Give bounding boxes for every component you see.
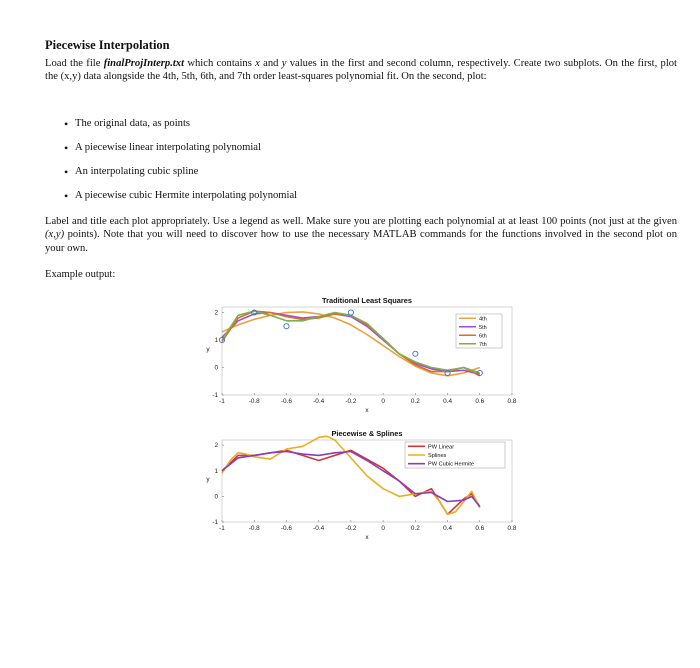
legend-label: 7th bbox=[479, 341, 487, 348]
x-tick-label: 0.8 bbox=[507, 525, 517, 532]
chart-title: Piecewise & Splines bbox=[331, 429, 403, 438]
x-tick-label: 0.2 bbox=[410, 398, 420, 405]
para2-text-2: points). Note that you will need to discover how to use the necessary MATLAB commands for the functions involved in the second plot on your own. bbox=[45, 229, 677, 254]
x-tick-label: -1 bbox=[219, 398, 225, 405]
x-tick-label: 0.4 bbox=[443, 525, 453, 532]
legend-label: 6th bbox=[479, 333, 487, 340]
y-tick-label: 0 bbox=[214, 364, 218, 372]
x-axis-label: x bbox=[365, 407, 369, 414]
y-axis-label: y bbox=[206, 346, 210, 353]
chart-2 bbox=[206, 429, 516, 541]
list-item: • A piecewise linear interpolating polynomial bbox=[64, 141, 297, 165]
var-x: x bbox=[255, 58, 260, 69]
var-y: y bbox=[281, 58, 287, 69]
file-name: finalProjInterp.txt bbox=[103, 58, 185, 69]
x-tick-label: -0.4 bbox=[313, 398, 325, 405]
legend-label: 4th bbox=[479, 316, 487, 323]
x-tick-label: -0.4 bbox=[313, 525, 325, 532]
list-item: • A piecewise cubic Hermite interpolating polynomial bbox=[64, 189, 297, 213]
para1-text-2: which contains bbox=[184, 58, 256, 69]
x-tick-label: -0.2 bbox=[345, 398, 357, 405]
x-tick-label: 0 bbox=[381, 525, 385, 532]
var-xy: (x,y) bbox=[45, 229, 65, 241]
legend bbox=[456, 314, 502, 348]
x-tick-label: 0.2 bbox=[410, 525, 420, 532]
x-tick-label: 0.8 bbox=[507, 398, 517, 405]
x-tick-label: -0.8 bbox=[248, 398, 260, 405]
x-tick-label: 0.6 bbox=[475, 525, 485, 532]
example-output-label: Example output: bbox=[45, 269, 116, 280]
y-tick-label: 1 bbox=[214, 467, 218, 475]
legend-label: PW Linear bbox=[428, 444, 455, 451]
para1-text-1: Load the file bbox=[45, 58, 104, 69]
x-tick-label: -0.6 bbox=[280, 398, 292, 405]
x-tick-label: 0.6 bbox=[475, 398, 485, 405]
legend-label: Splines bbox=[428, 453, 447, 459]
y-tick-label: 2 bbox=[214, 442, 218, 450]
legend-label: PW Cubic Hermite bbox=[428, 461, 475, 468]
page-title: Piecewise Interpolation bbox=[45, 38, 170, 52]
legend bbox=[405, 442, 505, 468]
para2-text-1: Label and title each plot appropriately. Use a legend as well. Make sure you are plotting each polynomial at at least 100 points (not just at the given bbox=[45, 216, 677, 227]
y-tick-label: 0 bbox=[214, 493, 218, 501]
legend-label: 5th bbox=[479, 324, 487, 331]
x-tick-label: -0.8 bbox=[248, 525, 260, 532]
x-tick-label: -0.6 bbox=[280, 525, 292, 532]
para1-text-3: and bbox=[259, 58, 282, 69]
y-tick-label: -1 bbox=[212, 519, 218, 526]
x-tick-label: -0.2 bbox=[345, 525, 357, 532]
list-item: • The original data, as points bbox=[64, 117, 297, 141]
x-tick-label: -1 bbox=[219, 525, 225, 532]
y-tick-label: -1 bbox=[212, 392, 218, 399]
x-tick-label: 0 bbox=[381, 398, 385, 405]
x-axis-label: x bbox=[365, 534, 369, 541]
x-tick-label: 0.4 bbox=[443, 398, 453, 405]
chart-title: Traditional Least Squares bbox=[322, 296, 412, 305]
y-axis-label: y bbox=[206, 476, 210, 483]
y-tick-label: 1 bbox=[214, 337, 218, 344]
chart-1 bbox=[206, 296, 516, 414]
para1-text-4: values in the first and second column, respectively. Create two subplots. On the first, plot the (x,y) data alongside the 4th, 5th, 6th, and 7th order least-squares polynomial fit. On the second, plot: bbox=[45, 58, 677, 83]
y-tick-label: 2 bbox=[214, 309, 218, 317]
list-item: • An interpolating cubic spline bbox=[64, 165, 297, 189]
